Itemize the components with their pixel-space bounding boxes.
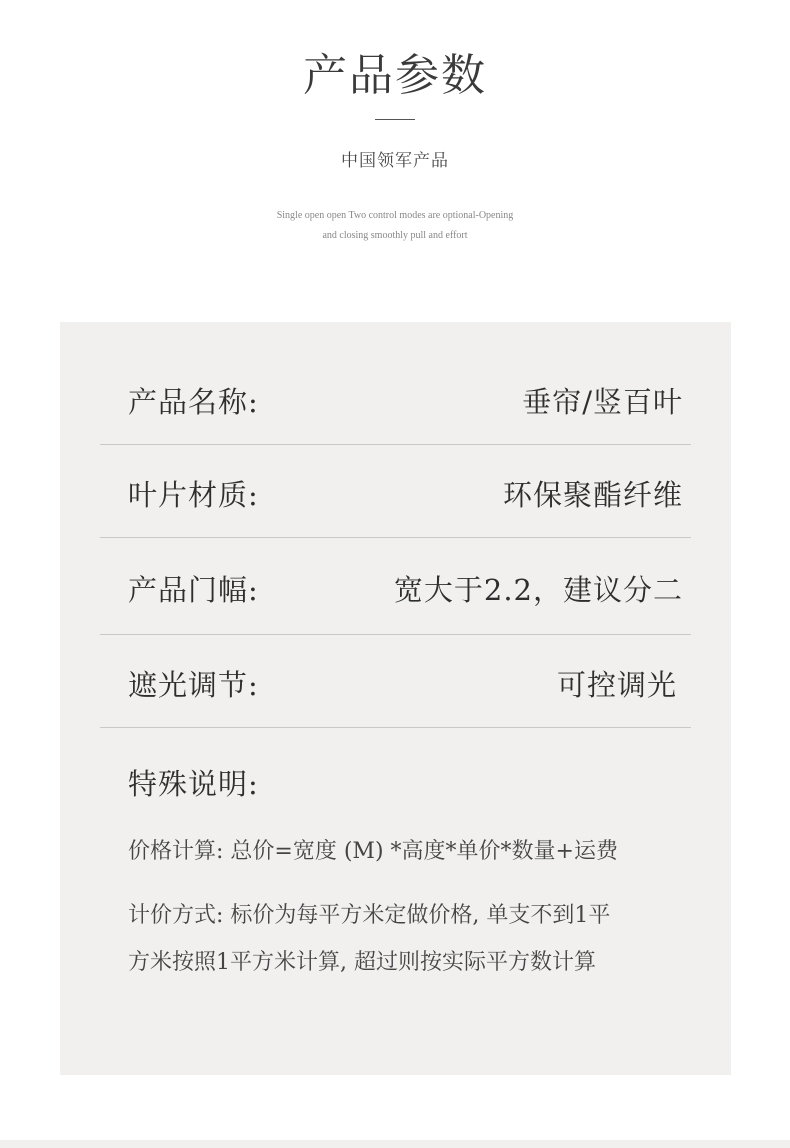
page-title: 产品参数 — [303, 50, 487, 101]
spec-row-shading — [100, 635, 691, 728]
bottom-strip — [0, 1140, 790, 1148]
spec-row-width — [100, 538, 691, 635]
english-tagline-line1: Single open open Two control modes are optional-Opening — [276, 210, 514, 221]
spec-value: 可控调光 — [556, 668, 677, 702]
title-divider — [375, 119, 415, 120]
special-notes-heading: 特殊说明: — [128, 767, 259, 801]
spec-value: 宽大于2.2，建议分二 — [393, 573, 683, 607]
english-tagline-line2: and closing smoothly pull and effort — [322, 230, 468, 241]
spec-panel — [60, 322, 731, 1075]
pricing-method-line1: 计价方式: 标价为每平方米定做价格, 单支不到1平 — [128, 903, 611, 928]
spec-value: 环保聚酯纤维 — [502, 478, 683, 512]
price-calculation-note: 价格计算: 总价=宽度 (M) *高度*单价*数量+运费 — [128, 839, 618, 864]
page-subtitle: 中国领军产品 — [341, 151, 449, 171]
spec-row-name — [100, 352, 691, 445]
spec-row-material — [100, 445, 691, 538]
english-tagline — [0, 206, 790, 246]
spec-value: 垂帘/竖百叶 — [522, 385, 683, 419]
spec-label: 产品名称: — [128, 385, 259, 419]
spec-label: 叶片材质: — [128, 478, 259, 512]
spec-label: 遮光调节: — [128, 668, 259, 702]
spec-label: 产品门幅: — [128, 573, 259, 607]
pricing-method-line2: 方米按照1平方米计算, 超过则按实际平方数计算 — [128, 950, 596, 975]
